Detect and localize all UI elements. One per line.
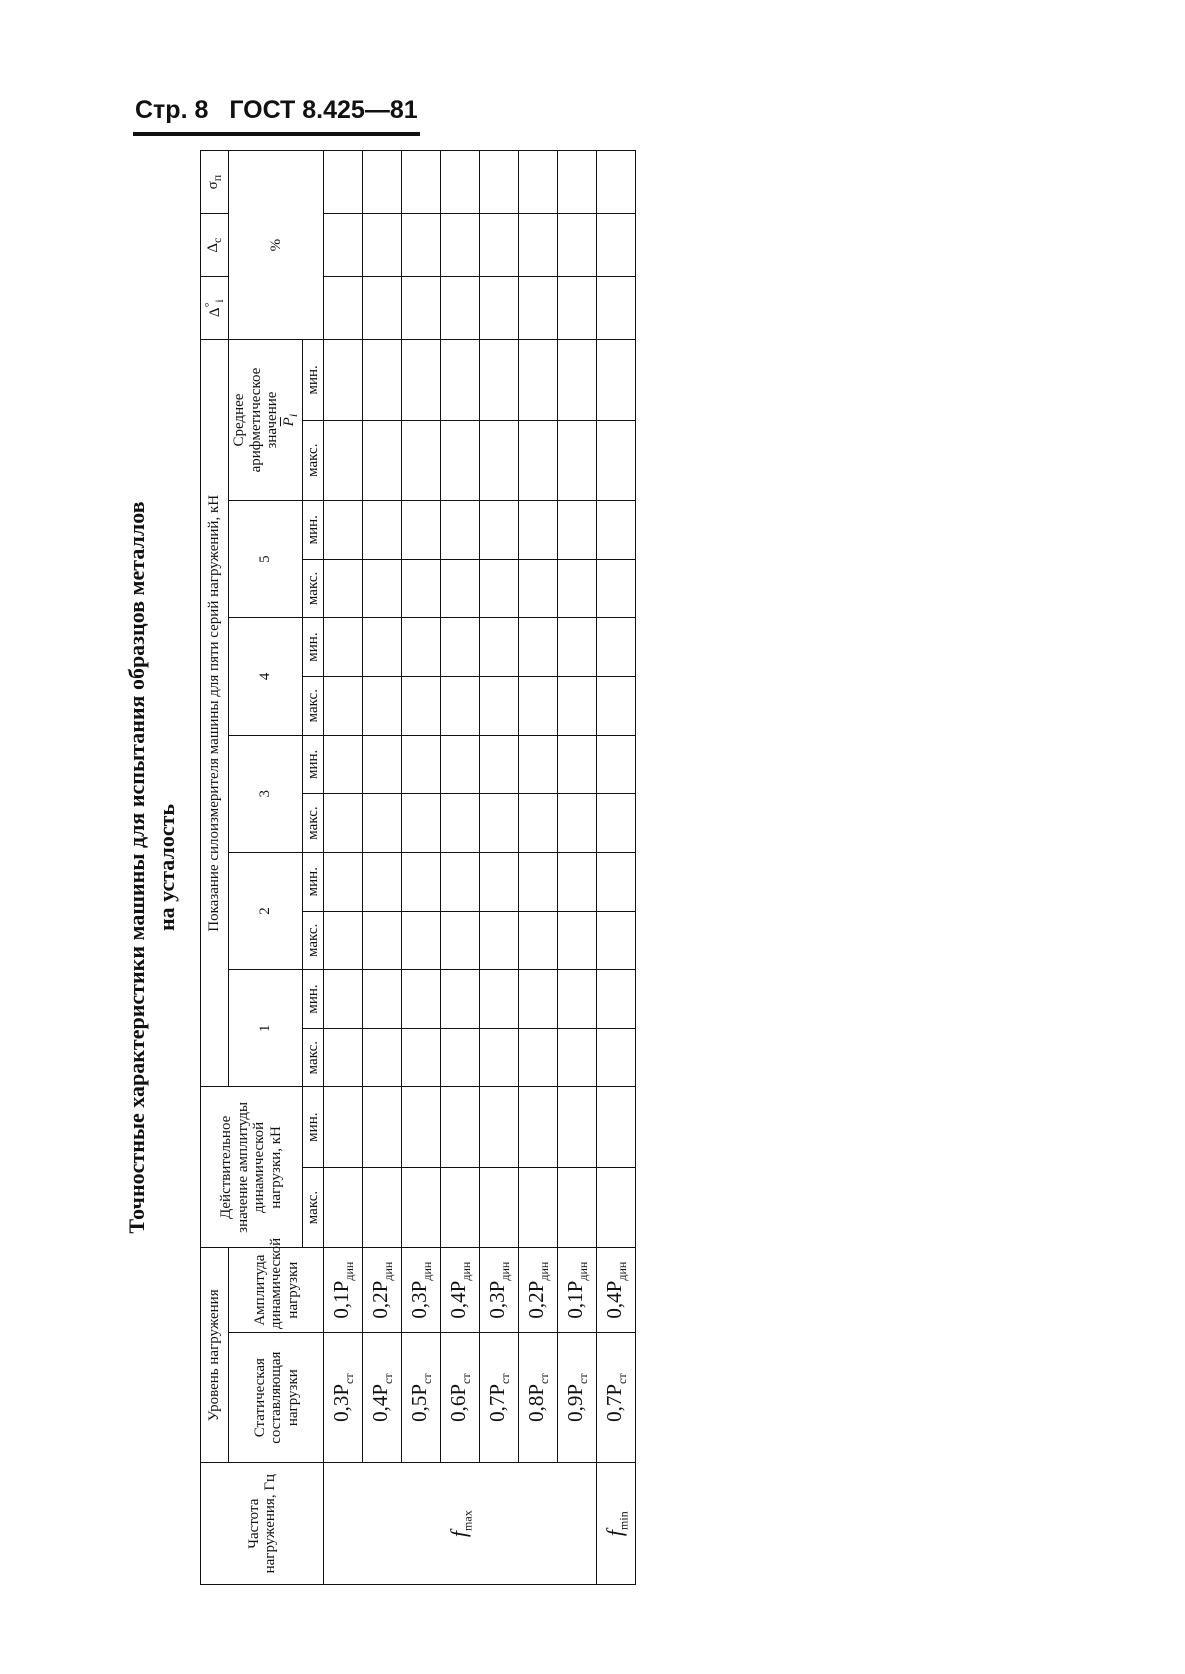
s4-min: мин. (302, 618, 324, 677)
empty-cell (480, 420, 519, 500)
accuracy-table (200, 150, 636, 1585)
empty-cell (519, 277, 558, 340)
empty-cell (363, 1028, 402, 1087)
empty-cell (402, 676, 441, 735)
table-row (480, 151, 519, 1585)
empty-cell (597, 676, 636, 735)
empty-cell (558, 911, 597, 970)
empty-cell (519, 214, 558, 277)
empty-cell (480, 794, 519, 853)
empty-cell (480, 911, 519, 970)
table-row (597, 151, 636, 1585)
empty-cell (558, 420, 597, 500)
empty-cell (597, 1028, 636, 1087)
table-body (324, 151, 636, 1585)
static-cell: $0,9P_{ст}$ (558, 1332, 597, 1462)
amplitude-cell: $0,3P_{дин}$ (480, 1248, 519, 1333)
empty-cell (324, 735, 363, 794)
empty-cell (363, 340, 402, 420)
header-percent: % (229, 151, 324, 340)
empty-cell (480, 970, 519, 1029)
header-series-4: 4 (229, 618, 303, 735)
empty-cell (441, 500, 480, 559)
s1-max: макс. (302, 1028, 324, 1087)
empty-cell (324, 151, 363, 214)
header-readings: Показание силоизмерителя машины для пяти серий нагружений, кН (201, 340, 229, 1087)
empty-cell (519, 794, 558, 853)
empty-cell (324, 277, 363, 340)
empty-cell (402, 340, 441, 420)
empty-cell (558, 676, 597, 735)
empty-cell (480, 1028, 519, 1087)
empty-cell (597, 970, 636, 1029)
empty-cell (324, 214, 363, 277)
empty-cell (402, 214, 441, 277)
header-delta-i: $\Delta^\circ_i$ (201, 277, 229, 340)
empty-cell (558, 1087, 597, 1167)
header-frequency: Частота нагружения, Гц (201, 1463, 324, 1585)
amplitude-cell: $0,4P_{дин}$ (441, 1248, 480, 1333)
empty-cell (480, 852, 519, 911)
s2-max: макс. (302, 911, 324, 970)
empty-cell (519, 852, 558, 911)
empty-cell (597, 618, 636, 677)
empty-cell (558, 618, 597, 677)
table-title (122, 150, 182, 1585)
s5-min: мин. (302, 500, 324, 559)
empty-cell (402, 420, 441, 500)
empty-cell (441, 735, 480, 794)
header-sigma: $\sigma_п$ (201, 151, 229, 214)
empty-cell (324, 340, 363, 420)
empty-cell (597, 500, 636, 559)
table-title-line1: Точностные характеристики машины для испытания образцов металлов (124, 501, 149, 1234)
header-rule (133, 132, 420, 136)
empty-cell (441, 1167, 480, 1247)
empty-cell (558, 277, 597, 340)
page-header (135, 96, 432, 125)
empty-cell (597, 794, 636, 853)
empty-cell (402, 618, 441, 677)
empty-cell (402, 1087, 441, 1167)
empty-cell (363, 500, 402, 559)
empty-cell (519, 1087, 558, 1167)
empty-cell (480, 676, 519, 735)
mean-max: макс. (302, 420, 324, 500)
header-series-3: 3 (229, 735, 303, 852)
empty-cell (558, 852, 597, 911)
empty-cell (363, 970, 402, 1029)
empty-cell (441, 794, 480, 853)
empty-cell (480, 151, 519, 214)
empty-cell (324, 1087, 363, 1167)
empty-cell (441, 214, 480, 277)
static-cell: $0,6P_{ст}$ (441, 1332, 480, 1462)
empty-cell (441, 970, 480, 1029)
empty-cell (480, 1087, 519, 1167)
static-cell: $0,3P_{ст}$ (324, 1332, 363, 1462)
empty-cell (480, 214, 519, 277)
empty-cell (441, 340, 480, 420)
empty-cell (558, 340, 597, 420)
empty-cell (519, 676, 558, 735)
empty-cell (363, 420, 402, 500)
empty-cell (441, 1087, 480, 1167)
s4-max: макс. (302, 676, 324, 735)
actual-max: макс. (302, 1167, 324, 1247)
empty-cell (402, 1167, 441, 1247)
freq-max-cell: $f_{max}$ (324, 1463, 597, 1585)
empty-cell (519, 420, 558, 500)
page-number: Стр. 8 (135, 96, 209, 124)
empty-cell (402, 852, 441, 911)
mean-min: мин. (302, 340, 324, 420)
header-series-5: 5 (229, 500, 303, 617)
empty-cell (363, 676, 402, 735)
empty-cell (558, 1167, 597, 1247)
empty-cell (558, 794, 597, 853)
empty-cell (324, 970, 363, 1029)
s1-min: мин. (302, 970, 324, 1029)
amplitude-cell: $0,4P_{дин}$ (597, 1248, 636, 1333)
empty-cell (363, 214, 402, 277)
header-series-2: 2 (229, 852, 303, 969)
empty-cell (441, 618, 480, 677)
empty-cell (480, 500, 519, 559)
s3-min: мин. (302, 735, 324, 794)
empty-cell (519, 735, 558, 794)
empty-cell (558, 500, 597, 559)
table-row (324, 151, 363, 1585)
empty-cell (558, 214, 597, 277)
static-cell: $0,8P_{ст}$ (519, 1332, 558, 1462)
empty-cell (363, 151, 402, 214)
empty-cell (363, 559, 402, 618)
empty-cell (324, 794, 363, 853)
table-row (519, 151, 558, 1585)
empty-cell (519, 911, 558, 970)
empty-cell (402, 277, 441, 340)
empty-cell (363, 794, 402, 853)
empty-cell (558, 970, 597, 1029)
amplitude-cell: $0,1P_{дин}$ (558, 1248, 597, 1333)
amplitude-cell: $0,2P_{дин}$ (519, 1248, 558, 1333)
empty-cell (558, 1028, 597, 1087)
header-amplitude: Амплитуда динамической нагрузки (229, 1248, 324, 1333)
amplitude-cell: $0,1P_{дин}$ (324, 1248, 363, 1333)
empty-cell (558, 151, 597, 214)
empty-cell (597, 1167, 636, 1247)
empty-cell (324, 618, 363, 677)
table-row (558, 151, 597, 1585)
freq-min-cell: $f_{min}$ (597, 1463, 636, 1585)
empty-cell (324, 1167, 363, 1247)
empty-cell (480, 277, 519, 340)
header-mean: Среднее арифметическое значение $\overline{P}_i$ (229, 340, 303, 501)
empty-cell (441, 676, 480, 735)
empty-cell (519, 151, 558, 214)
empty-cell (402, 1028, 441, 1087)
amplitude-cell: $0,2P_{дин}$ (363, 1248, 402, 1333)
empty-cell (519, 970, 558, 1029)
static-cell: $0,4P_{ст}$ (363, 1332, 402, 1462)
table-row (441, 151, 480, 1585)
empty-cell (597, 1087, 636, 1167)
empty-cell (363, 1167, 402, 1247)
s2-min: мин. (302, 852, 324, 911)
empty-cell (324, 852, 363, 911)
empty-cell (441, 420, 480, 500)
empty-cell (519, 1028, 558, 1087)
header-actual-amplitude: Действительное значение амплитуды динамической нагрузки, кН (201, 1087, 303, 1248)
empty-cell (480, 340, 519, 420)
empty-cell (597, 340, 636, 420)
empty-cell (441, 852, 480, 911)
empty-cell (597, 559, 636, 618)
empty-cell (363, 1087, 402, 1167)
empty-cell (597, 911, 636, 970)
empty-cell (402, 794, 441, 853)
static-cell: $0,5P_{ст}$ (402, 1332, 441, 1462)
header-series-1: 1 (229, 970, 303, 1087)
empty-cell (519, 618, 558, 677)
empty-cell (402, 970, 441, 1029)
empty-cell (402, 500, 441, 559)
empty-cell (363, 277, 402, 340)
static-cell: $0,7P_{ст}$ (480, 1332, 519, 1462)
empty-cell (597, 214, 636, 277)
table-title-line2: на усталость (154, 803, 179, 932)
empty-cell (519, 559, 558, 618)
empty-cell (402, 559, 441, 618)
empty-cell (480, 735, 519, 794)
empty-cell (324, 500, 363, 559)
header-static: Статическая составляющая нагрузки (229, 1332, 324, 1462)
empty-cell (324, 420, 363, 500)
empty-cell (519, 500, 558, 559)
empty-cell (363, 735, 402, 794)
empty-cell (558, 559, 597, 618)
empty-cell (480, 618, 519, 677)
empty-cell (363, 911, 402, 970)
header-delta-c: $\Delta_c$ (201, 214, 229, 277)
empty-cell (480, 1167, 519, 1247)
empty-cell (441, 559, 480, 618)
empty-cell (597, 735, 636, 794)
empty-cell (441, 277, 480, 340)
empty-cell (363, 852, 402, 911)
empty-cell (363, 618, 402, 677)
empty-cell (519, 1167, 558, 1247)
empty-cell (558, 735, 597, 794)
s5-max: макс. (302, 559, 324, 618)
standard-number: ГОСТ 8.425—81 (229, 96, 418, 124)
empty-cell (597, 277, 636, 340)
header-level: Уровень нагружения (201, 1248, 229, 1463)
static-cell: $0,7P_{ст}$ (597, 1332, 636, 1462)
empty-cell (402, 735, 441, 794)
empty-cell (324, 559, 363, 618)
table-row (402, 151, 441, 1585)
table-row (363, 151, 402, 1585)
empty-cell (402, 911, 441, 970)
empty-cell (441, 151, 480, 214)
empty-cell (480, 559, 519, 618)
rotated-table-block (122, 150, 972, 1585)
empty-cell (519, 340, 558, 420)
actual-min: мин. (302, 1087, 324, 1167)
empty-cell (597, 151, 636, 214)
empty-cell (324, 676, 363, 735)
amplitude-cell: $0,3P_{дин}$ (402, 1248, 441, 1333)
empty-cell (402, 151, 441, 214)
empty-cell (441, 1028, 480, 1087)
empty-cell (597, 852, 636, 911)
empty-cell (324, 911, 363, 970)
empty-cell (441, 911, 480, 970)
s3-max: макс. (302, 794, 324, 853)
empty-cell (324, 1028, 363, 1087)
empty-cell (597, 420, 636, 500)
